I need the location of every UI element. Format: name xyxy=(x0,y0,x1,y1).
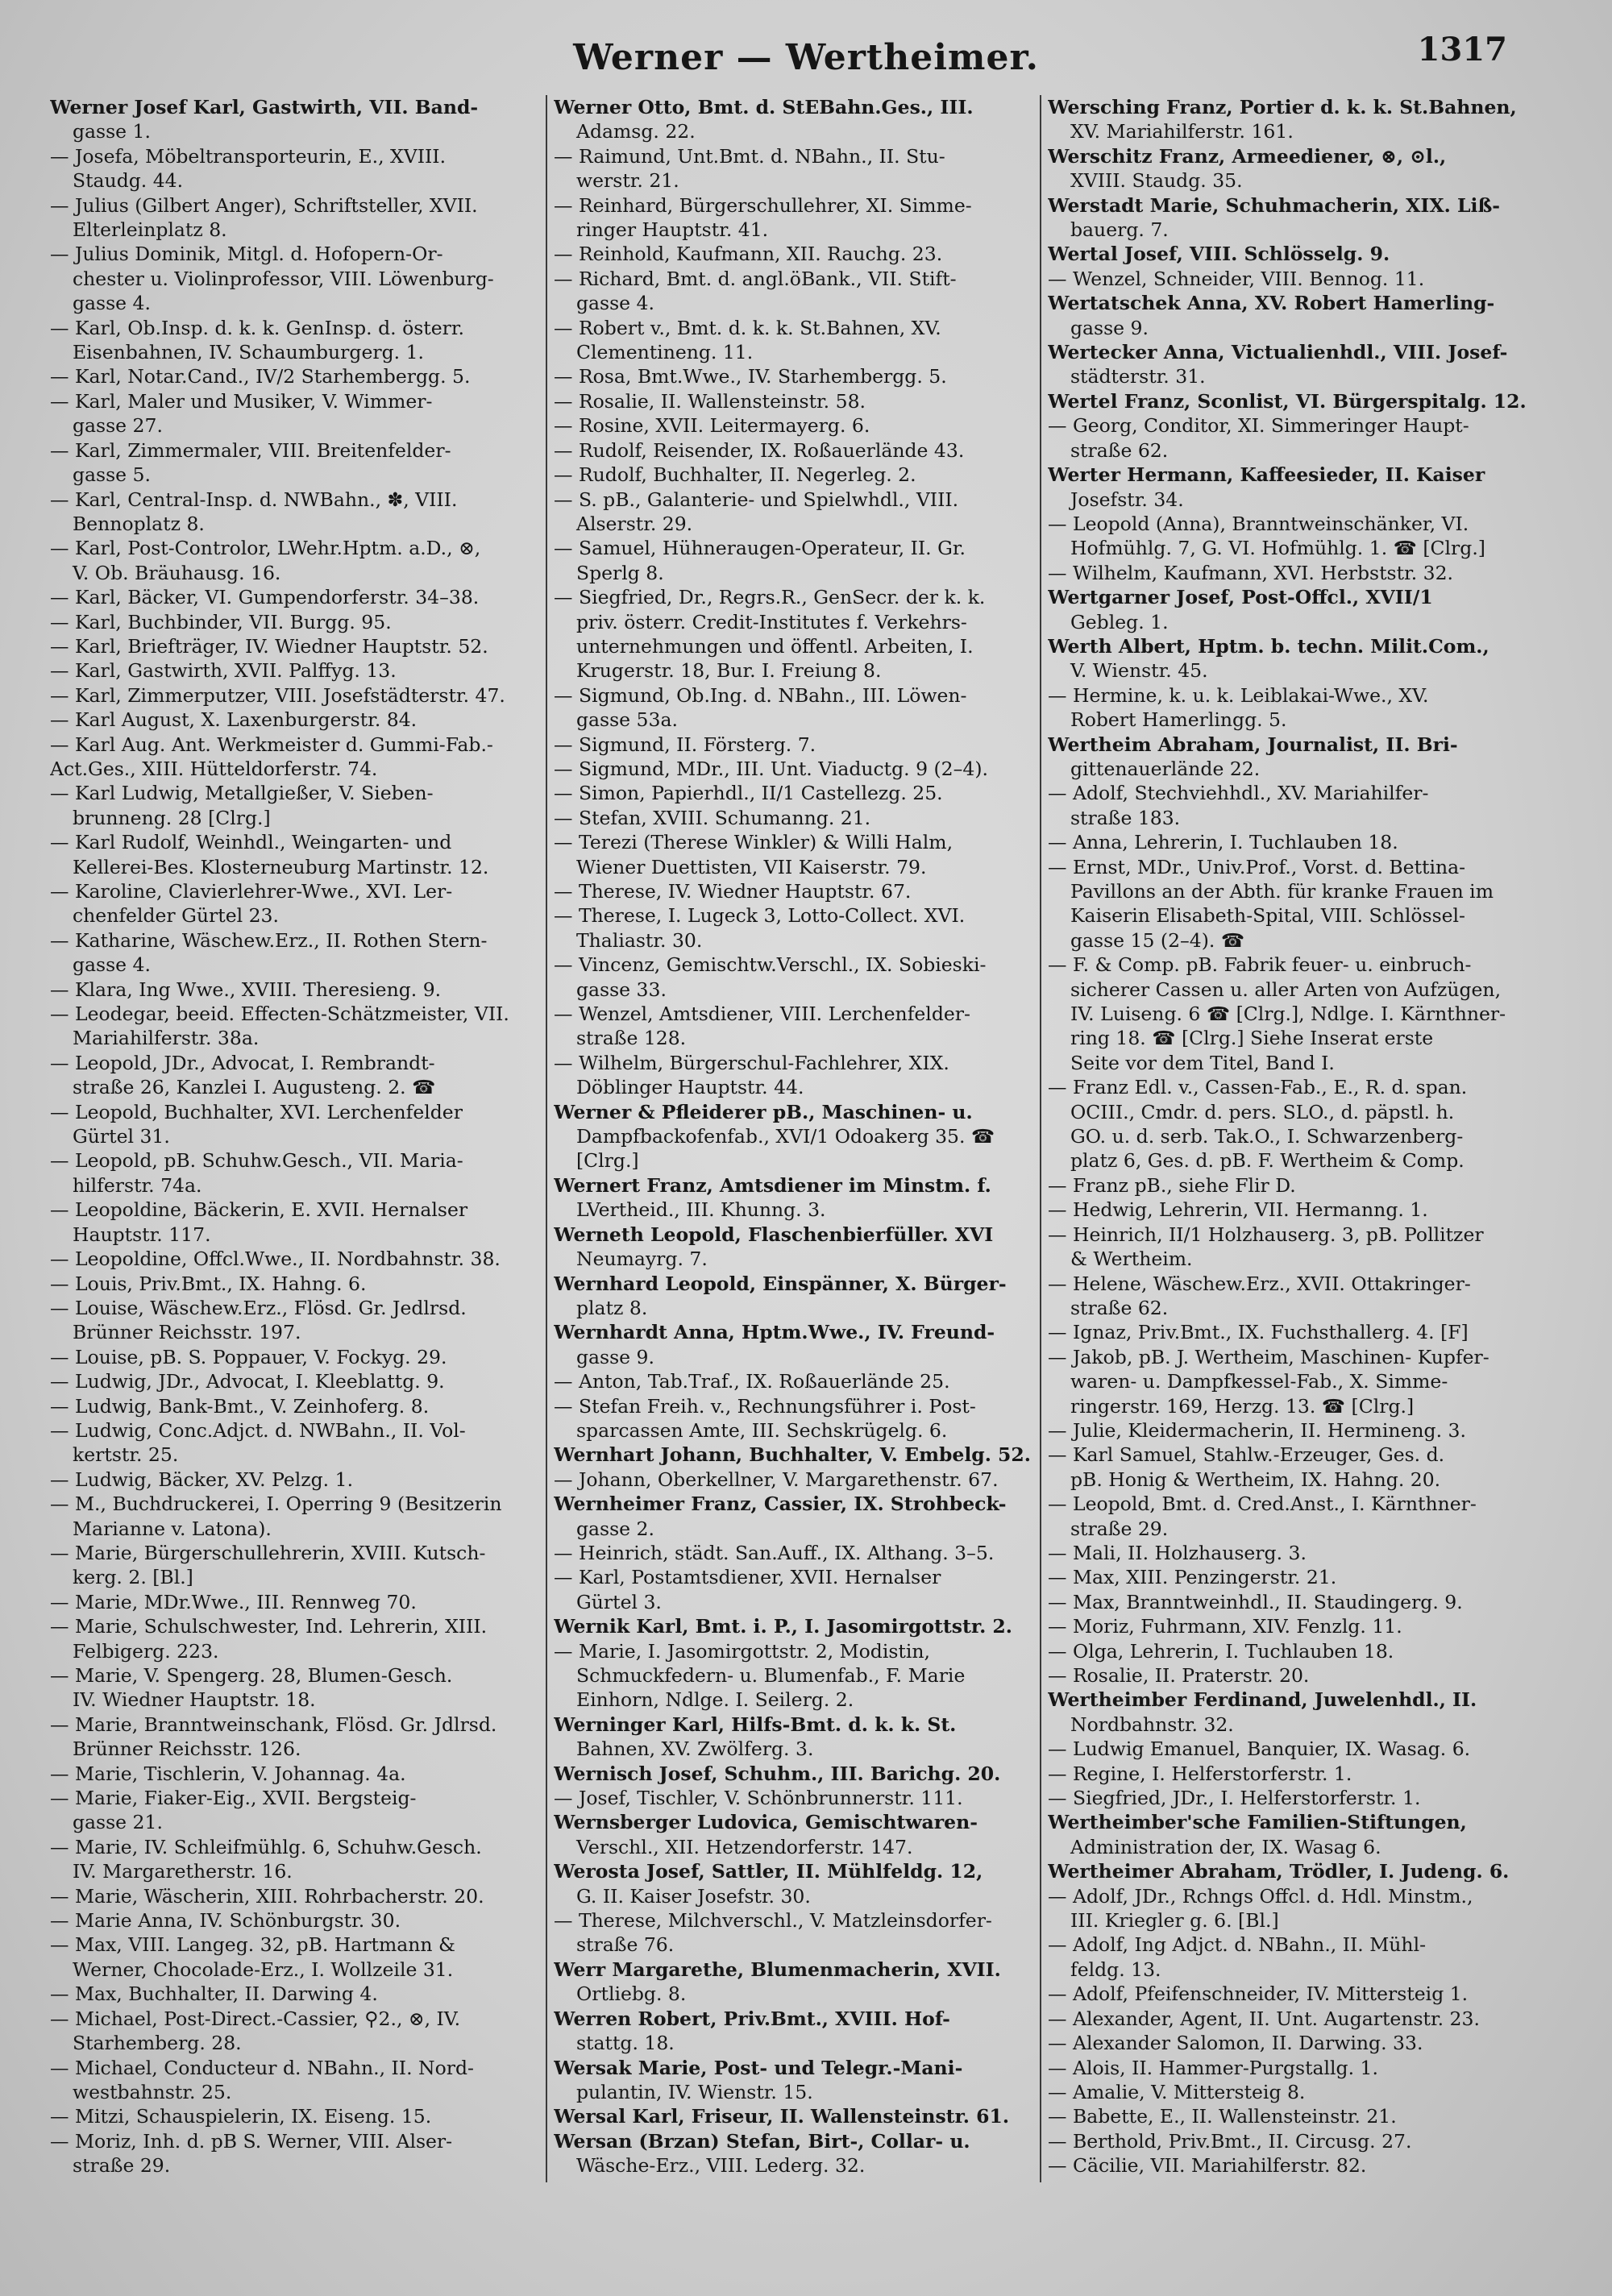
entry-line: Kellerei-Bes. Klosterneuburg Martinstr. 12. xyxy=(73,855,489,878)
entry-line: priv. österr. Credit-Institutes f. Verkehrs- xyxy=(576,610,967,633)
entry-heading-line: Wersak Marie, Post- und Telegr.-Mani- xyxy=(554,2056,963,2079)
entry-heading-line: Wersching Franz, Portier d. k. k. St.Bahnen, xyxy=(1048,96,1517,118)
entry-heading-line: Wernisch Josef, Schuhm., III. Barichg. 20. xyxy=(554,1762,1001,1785)
entry-line: Thaliastr. 30. xyxy=(576,928,703,952)
entry-heading-line: Wernsberger Ludovica, Gemischtwaren- xyxy=(554,1811,978,1834)
entry-line: — Alexander Salomon, II. Darwing. 33. xyxy=(1048,2032,1423,2055)
entry-line: Dampfbackofenfab., XVI/1 Odoakerg 35. ☎ xyxy=(576,1125,995,1148)
entry-line: LVertheid., III. Khunng. 3. xyxy=(576,1198,826,1222)
entry-heading-line: Werneth Leopold, Flaschenbierfüller. XVI xyxy=(554,1223,994,1246)
entry-line: gasse 27. xyxy=(73,414,163,438)
entry-heading-line: Wernhard Leopold, Einspänner, X. Bürger- xyxy=(554,1272,1007,1295)
entry-line: gittenauerlände 22. xyxy=(1070,757,1261,780)
entry-line: — Jakob, pB. J. Wertheim, Maschinen- Kupfer- xyxy=(1048,1345,1489,1368)
entry-line: straße 62. xyxy=(1070,1296,1169,1319)
entry-heading-line: Werstadt Marie, Schuhmacherin, XIX. Liß- xyxy=(1048,193,1501,217)
entry-line: Alserstr. 29. xyxy=(576,512,693,535)
entry-line: — Marie, Branntweinschank, Flösd. Gr. Jdlrsd. xyxy=(50,1713,497,1736)
entry-line: — Karoline, Clavierlehrer-Wwe., XVI. Ler- xyxy=(50,880,453,903)
entry-line: gasse 2. xyxy=(576,1517,654,1540)
entry-line: IV. Luiseng. 6 ☎ [Clrg.], Ndlge. I. Kärnthner- xyxy=(1070,1003,1506,1026)
entry-line: — Sigmund, II. Försterg. 7. xyxy=(554,733,816,756)
entry-line: — Hedwig, Lehrerin, VII. Hermanng. 1. xyxy=(1048,1198,1428,1222)
entry-heading-line: Werth Albert, Hptm. b. techn. Milit.Com., xyxy=(1048,634,1489,658)
entry-line: GO. u. d. serb. Tak.O., I. Schwarzenberg- xyxy=(1070,1125,1464,1148)
entry-line: Gürtel 3. xyxy=(576,1590,662,1613)
entry-line: — Georg, Conditor, XI. Simmeringer Haupt- xyxy=(1048,414,1469,438)
entry-line: [Clrg.] xyxy=(576,1149,639,1173)
entry-line: — Ludwig, Conc.Adjct. d. NWBahn., II. Vol- xyxy=(50,1418,466,1442)
entry-line: gasse 4. xyxy=(576,292,654,315)
entry-line: — Ignaz, Priv.Bmt., IX. Fuchsthallerg. 4. [F] xyxy=(1048,1321,1469,1344)
entry-line: pB. Honig & Wertheim, IX. Hahng. 20. xyxy=(1070,1468,1441,1491)
entry-line: chester u. Violinprofessor, VIII. Löwenburg- xyxy=(73,267,494,290)
entry-line: — Ernst, MDr., Univ.Prof., Vorst. d. Bettina- xyxy=(1048,855,1466,878)
entry-line: westbahnstr. 25. xyxy=(73,2080,232,2103)
entry-heading-line: Wertheimber'sche Familien-Stiftungen, xyxy=(1048,1811,1467,1834)
entry-line: — Sigmund, Ob.Ing. d. NBahn., III. Löwen- xyxy=(554,683,967,707)
entry-line: kerg. 2. [Bl.] xyxy=(73,1566,193,1589)
entry-line: — Leopoldine, Bäckerin, E. XVII. Hernalser xyxy=(50,1198,468,1222)
entry-line: — Johann, Oberkellner, V. Margarethenstr. 67. xyxy=(554,1468,999,1491)
entry-line: unternehmungen und öffentl. Arbeiten, I. xyxy=(576,634,974,658)
entry-line: straße 62. xyxy=(1070,438,1169,462)
entry-line: — Rosine, XVII. Leitermayerg. 6. xyxy=(554,414,870,438)
entry-heading-line: Wertal Josef, VIII. Schlösselg. 9. xyxy=(1048,243,1390,266)
entry-line: — Josef, Tischler, V. Schönbrunnerstr. 111. xyxy=(554,1787,963,1810)
entry-heading-line: Werninger Karl, Hilfs-Bmt. d. k. k. St. xyxy=(554,1713,957,1736)
entry-line: Kaiserin Elisabeth-Spital, VIII. Schlössel- xyxy=(1070,904,1466,928)
entry-line: Hauptstr. 117. xyxy=(73,1223,211,1246)
entry-line: — Marie, Bürgerschullehrerin, XVIII. Kutsch- xyxy=(50,1541,486,1564)
entry-line: platz 6, Ges. d. pB. F. Wertheim & Comp. xyxy=(1070,1149,1465,1173)
entry-line: straße 29. xyxy=(1070,1517,1169,1540)
entry-heading-line: Werner Josef Karl, Gastwirth, VII. Band- xyxy=(50,96,479,118)
entry-line: gasse 5. xyxy=(73,463,151,487)
entry-line: — Robert v., Bmt. d. k. k. St.Bahnen, XV. xyxy=(554,316,941,339)
entry-line: straße 29. xyxy=(73,2154,171,2178)
entry-line: — Rudolf, Reisender, IX. Roßauerlände 43. xyxy=(554,438,965,462)
entry-line: — Karl, Central-Insp. d. NWBahn., ✽, VIII. xyxy=(50,488,458,511)
entry-line: — Julie, Kleidermacherin, II. Hermineng. 3. xyxy=(1048,1418,1466,1442)
entry-line: — Leodegar, beeid. Effecten-Schätzmeister, VII. xyxy=(50,1003,509,1026)
entry-line: — Berthold, Priv.Bmt., II. Circusg. 27. xyxy=(1048,2129,1412,2153)
entry-line: — Ludwig, Bäcker, XV. Pelzg. 1. xyxy=(50,1468,354,1491)
entry-line: — Karl, Postamtsdiener, XVII. Hernalser xyxy=(554,1566,941,1589)
entry-line: gasse 4. xyxy=(73,292,151,315)
entry-line: — Katharine, Wäschew.Erz., II. Rothen Stern- xyxy=(50,928,488,952)
entry-line: — Karl, Zimmermaler, VIII. Breitenfelder- xyxy=(50,438,451,462)
entry-line: Döblinger Hauptstr. 44. xyxy=(576,1076,804,1099)
entry-line: straße 183. xyxy=(1070,806,1181,829)
entry-line: Neumayrg. 7. xyxy=(576,1248,708,1271)
entry-line: III. Kriegler g. 6. [Bl.] xyxy=(1070,1909,1279,1933)
entry-line: ringer Hauptstr. 41. xyxy=(576,218,769,242)
entry-line: — Moriz, Inh. d. pB S. Werner, VIII. Alser- xyxy=(50,2129,453,2153)
column-1 xyxy=(50,95,548,2271)
entry-line: IV. Wiedner Hauptstr. 18. xyxy=(73,1688,316,1712)
entry-line: — Adolf, JDr., Rchngs Offcl. d. Hdl. Minstm., xyxy=(1048,1884,1473,1908)
entry-line: — Siegfried, Dr., Regrs.R., GenSecr. der k. k. xyxy=(554,586,986,609)
entry-line: — Amalie, V. Mittersteig 8. xyxy=(1048,2080,1306,2103)
entry-line: — Leopold, Buchhalter, XVI. Lerchenfelder xyxy=(50,1100,463,1123)
entry-line: — Max, VIII. Langeg. 32, pB. Hartmann & xyxy=(50,1933,455,1957)
entry-line: — Michael, Post-Direct.-Cassier, ⚲2., ⊗, IV. xyxy=(50,2007,461,2030)
entry-line: — Julius (Gilbert Anger), Schriftsteller, XVII. xyxy=(50,193,478,217)
entry-line: — Ludwig, JDr., Advocat, I. Kleeblattg. 9. xyxy=(50,1370,445,1393)
entry-heading-line: Werren Robert, Priv.Bmt., XVIII. Hof- xyxy=(554,2007,950,2030)
entry-line: sicherer Cassen u. aller Arten von Aufzügen, xyxy=(1070,978,1502,1001)
entry-line: — Stefan, XVIII. Schumanng. 21. xyxy=(554,806,871,829)
entry-line: Bennoplatz 8. xyxy=(73,512,205,535)
entry-line: V. Ob. Bräuhausg. 16. xyxy=(73,561,281,584)
entry-line: — Karl Rudolf, Weinhdl., Weingarten- und xyxy=(50,831,452,854)
entry-line: — Franz pB., siehe Flir D. xyxy=(1048,1173,1296,1197)
entry-line: Act.Ges., XIII. Hütteldorferstr. 74. xyxy=(50,757,378,780)
entry-line: chenfelder Gürtel 23. xyxy=(73,904,279,928)
entry-heading-line: Werter Hermann, Kaffeesieder, II. Kaiser xyxy=(1048,463,1485,487)
entry-line: — Leopold, pB. Schuhw.Gesch., VII. Maria- xyxy=(50,1149,463,1173)
entry-line: ringerstr. 169, Herzg. 13. ☎ [Clrg.] xyxy=(1070,1394,1415,1418)
entry-line: — Rosalie, II. Wallensteinstr. 58. xyxy=(554,389,866,413)
entry-line: — Rosalie, II. Praterstr. 20. xyxy=(1048,1664,1310,1687)
entry-line: — Alexander, Agent, II. Unt. Augartenstr. 23. xyxy=(1048,2007,1480,2030)
entry-line: — Regine, I. Helferstorferstr. 1. xyxy=(1048,1762,1352,1785)
entry-line: — Stefan Freih. v., Rechnungsführer i. Post- xyxy=(554,1394,976,1418)
entry-line: Bahnen, XV. Zwölferg. 3. xyxy=(576,1738,814,1761)
entry-heading-line: Wernhardt Anna, Hptm.Wwe., IV. Freund- xyxy=(554,1321,995,1344)
entry-line: — Marie, V. Spengerg. 28, Blumen-Gesch. xyxy=(50,1664,453,1687)
entry-heading-line: Wertheimer Abraham, Trödler, I. Judeng. 6. xyxy=(1048,1860,1510,1883)
entry-heading-line: Wernheimer Franz, Cassier, IX. Strohbeck- xyxy=(554,1493,1007,1516)
entry-line: kertstr. 25. xyxy=(73,1443,179,1467)
entry-line: platz 8. xyxy=(576,1296,648,1319)
entry-line: — Karl, Bäcker, VI. Gumpendorferstr. 34–38. xyxy=(50,586,480,609)
entry-heading-line: Wernik Karl, Bmt. i. P., I. Jasomirgottstr. 2. xyxy=(554,1615,1012,1638)
entry-line: — Wilhelm, Kaufmann, XVI. Herbststr. 32. xyxy=(1048,561,1454,584)
entry-line: Nordbahnstr. 32. xyxy=(1070,1713,1234,1736)
entry-heading-line: Wertgarner Josef, Post-Offcl., XVII/1 xyxy=(1048,586,1433,609)
entry-line: — Marie, MDr.Wwe., III. Rennweg 70. xyxy=(50,1590,417,1613)
entry-line: gasse 15 (2–4). ☎ xyxy=(1070,928,1245,952)
entry-line: — Hermine, k. u. k. Leiblakai-Wwe., XV. xyxy=(1048,683,1429,707)
entry-line: — Adolf, Pfeifenschneider, IV. Mittersteig 1. xyxy=(1048,1983,1469,2006)
entry-line: — Heinrich, II/1 Holzhauserg. 3, pB. Pollitzer xyxy=(1048,1223,1484,1246)
entry-line: — Therese, I. Lugeck 3, Lotto-Collect. XVI. xyxy=(554,904,966,928)
entry-line: — S. pB., Galanterie- und Spielwhdl., VIII. xyxy=(554,488,959,511)
entry-heading-line: Werschitz Franz, Armeediener, ⊗, ⊙l., xyxy=(1048,144,1447,168)
entry-line: & Wertheim. xyxy=(1070,1248,1193,1271)
entry-line: — Rudolf, Buchhalter, II. Negerleg. 2. xyxy=(554,463,916,487)
entry-line: Verschl., XII. Hetzendorferstr. 147. xyxy=(576,1835,913,1858)
entry-line: — Marie, I. Jasomirgottstr. 2, Modistin, xyxy=(554,1639,930,1663)
entry-line: — Reinhold, Kaufmann, XII. Rauchg. 23. xyxy=(554,243,943,266)
entry-line: Gürtel 31. xyxy=(73,1125,170,1148)
entry-line: — Max, XIII. Penzingerstr. 21. xyxy=(1048,1566,1337,1589)
entry-line: Clementineng. 11. xyxy=(576,341,754,364)
entry-line: XVIII. Staudg. 35. xyxy=(1070,169,1243,193)
column-2 xyxy=(554,95,1052,2271)
entry-line: — Karl, Ob.Insp. d. k. k. GenInsp. d. österr. xyxy=(50,316,464,339)
entry-line: — Helene, Wäschew.Erz., XVII. Ottakringer- xyxy=(1048,1272,1471,1295)
entry-line: gasse 1. xyxy=(73,120,151,143)
entry-line: — Wenzel, Amtsdiener, VIII. Lerchenfelder- xyxy=(554,1003,970,1026)
entry-line: — Moriz, Fuhrmann, XIV. Fenzlg. 11. xyxy=(1048,1615,1402,1638)
entry-line: — Mali, II. Holzhauserg. 3. xyxy=(1048,1541,1307,1564)
entry-line: — Julius Dominik, Mitgl. d. Hofopern-Or- xyxy=(50,243,443,266)
entry-line: — Reinhard, Bürgerschullehrer, XI. Simme- xyxy=(554,193,972,217)
entry-line: Elterleinplatz 8. xyxy=(73,218,227,242)
entry-heading-line: Wertheimber Ferdinand, Juwelenhdl., II. xyxy=(1048,1688,1477,1712)
page-title: Werner — Wertheimer. xyxy=(573,37,1039,78)
entry-line: — Franz Edl. v., Cassen-Fab., E., R. d. span. xyxy=(1048,1076,1468,1099)
entry-line: — Sigmund, MDr., III. Unt. Viaductg. 9 (2–4). xyxy=(554,757,988,780)
page-header xyxy=(0,31,1612,87)
entry-line: Mariahilferstr. 38a. xyxy=(73,1027,260,1050)
entry-line: Gebleg. 1. xyxy=(1070,610,1169,633)
entry-line: — Mitzi, Schauspielerin, IX. Eiseng. 15. xyxy=(50,2105,432,2128)
entry-line: — Raimund, Unt.Bmt. d. NBahn., II. Stu- xyxy=(554,144,945,168)
entry-heading-line: Wersan (Brzan) Stefan, Birt-, Collar- u. xyxy=(554,2129,970,2153)
entry-line: Josefstr. 34. xyxy=(1070,488,1184,511)
entry-line: — Olga, Lehrerin, I. Tuchlauben 18. xyxy=(1048,1639,1394,1663)
entry-line: — Alois, II. Hammer-Purgstallg. 1. xyxy=(1048,2056,1378,2079)
entry-line: — Karl, Gastwirth, XVII. Palffyg. 13. xyxy=(50,659,397,683)
entry-line: hilferstr. 74a. xyxy=(73,1173,202,1197)
entry-line: — Karl Samuel, Stahlw.-Erzeuger, Ges. d. xyxy=(1048,1443,1445,1467)
entry-line: — Karl Aug. Ant. Werkmeister d. Gummi-Fab.- xyxy=(50,733,493,756)
entry-line: — Wenzel, Schneider, VIII. Bennog. 11. xyxy=(1048,267,1425,290)
entry-line: Seite vor dem Titel, Band I. xyxy=(1070,1051,1335,1074)
entry-line: gasse 21. xyxy=(73,1811,163,1834)
entry-line: Werner, Chocolade-Erz., I. Wollzeile 31. xyxy=(73,1958,454,1981)
entry-heading-line: Wertel Franz, Sconlist, VI. Bürgerspitalg. 12. xyxy=(1048,389,1527,413)
entry-line: stattg. 18. xyxy=(576,2032,675,2055)
entry-line: — Siegfried, JDr., I. Helferstorferstr. 1. xyxy=(1048,1787,1421,1810)
entry-line: — Leopold, Bmt. d. Cred.Anst., I. Kärnthner- xyxy=(1048,1493,1477,1516)
entry-line: straße 128. xyxy=(576,1027,687,1050)
entry-line: Hofmühlg. 7, G. VI. Hofmühlg. 1. ☎ [Clrg.] xyxy=(1070,537,1485,560)
entry-line: Einhorn, Ndlge. I. Seilerg. 2. xyxy=(576,1688,854,1712)
entry-line: — Richard, Bmt. d. angl.öBank., VII. Stift- xyxy=(554,267,957,290)
entry-line: gasse 9. xyxy=(1070,316,1149,339)
entry-line: — Max, Branntweinhdl., II. Staudingerg. 9. xyxy=(1048,1590,1463,1613)
entry-heading-line: Werr Margarethe, Blumenmacherin, XVII. xyxy=(554,1958,1001,1981)
entry-line: gasse 53a. xyxy=(576,708,678,732)
entry-line: Sperlg 8. xyxy=(576,561,664,584)
entry-line: Staudg. 44. xyxy=(73,169,184,193)
entry-line: — Heinrich, städt. San.Auff., IX. Althang. 3–5. xyxy=(554,1541,995,1564)
entry-line: städterstr. 31. xyxy=(1070,365,1206,388)
entry-line: Brünner Reichsstr. 197. xyxy=(73,1321,301,1344)
entry-line: Pavillons an der Abth. für kranke Frauen im xyxy=(1070,880,1494,903)
entry-line: — Simon, Papierhdl., II/1 Castellezg. 25. xyxy=(554,782,943,805)
entry-heading-line: Wernhart Johann, Buchhalter, V. Embelg. 52. xyxy=(554,1443,1031,1467)
entry-line: — Rosa, Bmt.Wwe., IV. Starhembergg. 5. xyxy=(554,365,947,388)
entry-heading-line: Werosta Josef, Sattler, II. Mühlfeldg. 12, xyxy=(554,1860,983,1883)
entry-line: XV. Mariahilferstr. 161. xyxy=(1070,120,1294,143)
entry-line: Wiener Duettisten, VII Kaiserstr. 79. xyxy=(576,855,927,878)
entry-line: — Ludwig, Bank-Bmt., V. Zeinhoferg. 8. xyxy=(50,1394,430,1418)
entry-line: — Anna, Lehrerin, I. Tuchlauben 18. xyxy=(1048,831,1398,854)
entry-line: gasse 9. xyxy=(576,1345,654,1368)
entry-line: — Marie, Fiaker-Eig., XVII. Bergsteig- xyxy=(50,1787,417,1810)
entry-line: G. II. Kaiser Josefstr. 30. xyxy=(576,1884,811,1908)
entry-line: — Wilhelm, Bürgerschul-Fachlehrer, XIX. xyxy=(554,1051,949,1074)
entry-line: werstr. 21. xyxy=(576,169,679,193)
entry-line: Ortliebg. 8. xyxy=(576,1983,687,2006)
entry-line: — Karl, Briefträger, IV. Wiedner Hauptstr. 52. xyxy=(50,634,488,658)
entry-line: Brünner Reichsstr. 126. xyxy=(73,1738,301,1761)
entry-line: Felbigerg. 223. xyxy=(73,1639,219,1663)
entry-line: waren- u. Dampfkessel-Fab., X. Simme- xyxy=(1070,1370,1448,1393)
entry-line: Administration der, IX. Wasag 6. xyxy=(1070,1835,1381,1858)
entry-line: — Vincenz, Gemischtw.Verschl., IX. Sobieski- xyxy=(554,953,987,977)
entry-line: — Leopold, JDr., Advocat, I. Rembrandt- xyxy=(50,1051,435,1074)
entry-line: — Adolf, Stechviehhdl., XV. Mariahilfer- xyxy=(1048,782,1429,805)
entry-line: — Samuel, Hühneraugen-Operateur, II. Gr. xyxy=(554,537,966,560)
entry-line: OCIII., Cmdr. d. pers. SLO., d. päpstl. h. xyxy=(1070,1100,1455,1123)
entry-heading-line: Werner & Pfleiderer pB., Maschinen- u. xyxy=(554,1100,973,1123)
entry-line: — Max, Buchhalter, II. Darwing 4. xyxy=(50,1983,378,2006)
entry-line: — Babette, E., II. Wallensteinstr. 21. xyxy=(1048,2105,1397,2128)
entry-line: V. Wienstr. 45. xyxy=(1070,659,1208,683)
entry-line: Starhemberg. 28. xyxy=(73,2032,242,2055)
entry-line: — Karl, Maler und Musiker, V. Wimmer- xyxy=(50,389,433,413)
entry-line: — Anton, Tab.Traf., IX. Roßauerlände 25. xyxy=(554,1370,950,1393)
entry-heading-line: Wertatschek Anna, XV. Robert Hamerling- xyxy=(1048,292,1495,315)
entry-line: — Marie, Tischlerin, V. Johannag. 4a. xyxy=(50,1762,406,1785)
page-number: 1317 xyxy=(1417,31,1507,69)
entry-line: — Therese, IV. Wiedner Hauptstr. 67. xyxy=(554,880,912,903)
entry-line: — Ludwig Emanuel, Banquier, IX. Wasag. 6. xyxy=(1048,1738,1471,1761)
entry-heading-line: Wernert Franz, Amtsdiener im Minstm. f. xyxy=(554,1173,991,1197)
entry-line: — Karl, Post-Controlor, LWehr.Hptm. a.D., ⊗, xyxy=(50,537,481,560)
entry-line: Eisenbahnen, IV. Schaumburgerg. 1. xyxy=(73,341,424,364)
entry-heading-line: Wersal Karl, Friseur, II. Wallensteinstr. 61. xyxy=(554,2105,1009,2128)
entry-line: — Marie, Wäscherin, XIII. Rohrbacherstr. 20. xyxy=(50,1884,484,1908)
entry-line: — Cäcilie, VII. Mariahilferstr. 82. xyxy=(1048,2154,1367,2178)
entry-line: — Marie, IV. Schleifmühlg. 6, Schuhw.Gesch. xyxy=(50,1835,482,1858)
entry-line: Krugerstr. 18, Bur. I. Freiung 8. xyxy=(576,659,882,683)
entry-line: straße 76. xyxy=(576,1933,675,1957)
entry-line: pulantin, IV. Wienstr. 15. xyxy=(576,2080,813,2103)
entry-line: — Therese, Milchverschl., V. Matzleinsdorfer- xyxy=(554,1909,992,1933)
entry-line: Robert Hamerlingg. 5. xyxy=(1070,708,1287,732)
entry-line: — Marie, Schulschwester, Ind. Lehrerin, XIII. xyxy=(50,1615,488,1638)
entry-line: — Karl, Zimmerputzer, VIII. Josefstädterstr. 47. xyxy=(50,683,505,707)
entry-line: feldg. 13. xyxy=(1070,1958,1161,1981)
entry-line: — Louise, Wäschew.Erz., Flösd. Gr. Jedlrsd. xyxy=(50,1296,467,1319)
entry-heading-line: Wertecker Anna, Victualienhdl., VIII. Josef- xyxy=(1048,341,1508,364)
entry-line: — Leopoldine, Offcl.Wwe., II. Nordbahnstr. 38. xyxy=(50,1248,501,1271)
entry-line: — Klara, Ing Wwe., XVIII. Theresieng. 9. xyxy=(50,978,442,1001)
entry-line: — Louis, Priv.Bmt., IX. Hahng. 6. xyxy=(50,1272,367,1295)
entry-line: Wäsche-Erz., VIII. Lederg. 32. xyxy=(576,2154,866,2178)
entry-line: — Marie Anna, IV. Schönburgstr. 30. xyxy=(50,1909,401,1933)
entry-line: — Karl Ludwig, Metallgießer, V. Sieben- xyxy=(50,782,434,805)
entry-line: — Terezi (Therese Winkler) & Willi Halm, xyxy=(554,831,953,854)
entry-line: — Josefa, Möbeltransporteurin, E., XVIII. xyxy=(50,144,447,168)
entry-line: sparcassen Amte, III. Sechskrügelg. 6. xyxy=(576,1418,948,1442)
entry-heading-line: Wertheim Abraham, Journalist, II. Bri- xyxy=(1048,733,1458,756)
entry-line: — F. & Comp. pB. Fabrik feuer- u. einbruch- xyxy=(1048,953,1472,977)
entry-line: brunneng. 28 [Clrg.] xyxy=(73,806,271,829)
entry-line: gasse 4. xyxy=(73,953,151,977)
entry-line: — Louise, pB. S. Poppauer, V. Fockyg. 29. xyxy=(50,1345,447,1368)
entry-line: — Adolf, Ing Adjct. d. NBahn., II. Mühl- xyxy=(1048,1933,1427,1957)
entry-line: Adamsg. 22. xyxy=(576,120,696,143)
entry-line: — Karl, Notar.Cand., IV/2 Starhembergg. 5. xyxy=(50,365,471,388)
entry-line: — Karl August, X. Laxenburgerstr. 84. xyxy=(50,708,418,732)
entry-line: — Leopold (Anna), Branntweinschänker, VI. xyxy=(1048,512,1469,535)
entry-line: Marianne v. Latona). xyxy=(73,1517,272,1540)
entry-line: — Michael, Conducteur d. NBahn., II. Nord- xyxy=(50,2056,474,2079)
entry-line: — M., Buchdruckerei, I. Operring 9 (Besitzerin xyxy=(50,1493,502,1516)
entry-line: IV. Margaretherstr. 16. xyxy=(73,1860,293,1883)
entry-line: ring 18. ☎ [Clrg.] Siehe Inserat erste xyxy=(1070,1027,1434,1050)
entry-line: bauerg. 7. xyxy=(1070,218,1169,242)
entry-line: straße 26, Kanzlei I. Augusteng. 2. ☎ xyxy=(73,1076,436,1099)
column-3 xyxy=(1048,95,1548,2271)
entry-line: Schmuckfedern- u. Blumenfab., F. Marie xyxy=(576,1664,966,1687)
entry-line: — Karl, Buchbinder, VII. Burgg. 95. xyxy=(50,610,392,633)
entry-heading-line: Werner Otto, Bmt. d. StEBahn.Ges., III. xyxy=(554,96,974,118)
entry-line: gasse 33. xyxy=(576,978,667,1001)
